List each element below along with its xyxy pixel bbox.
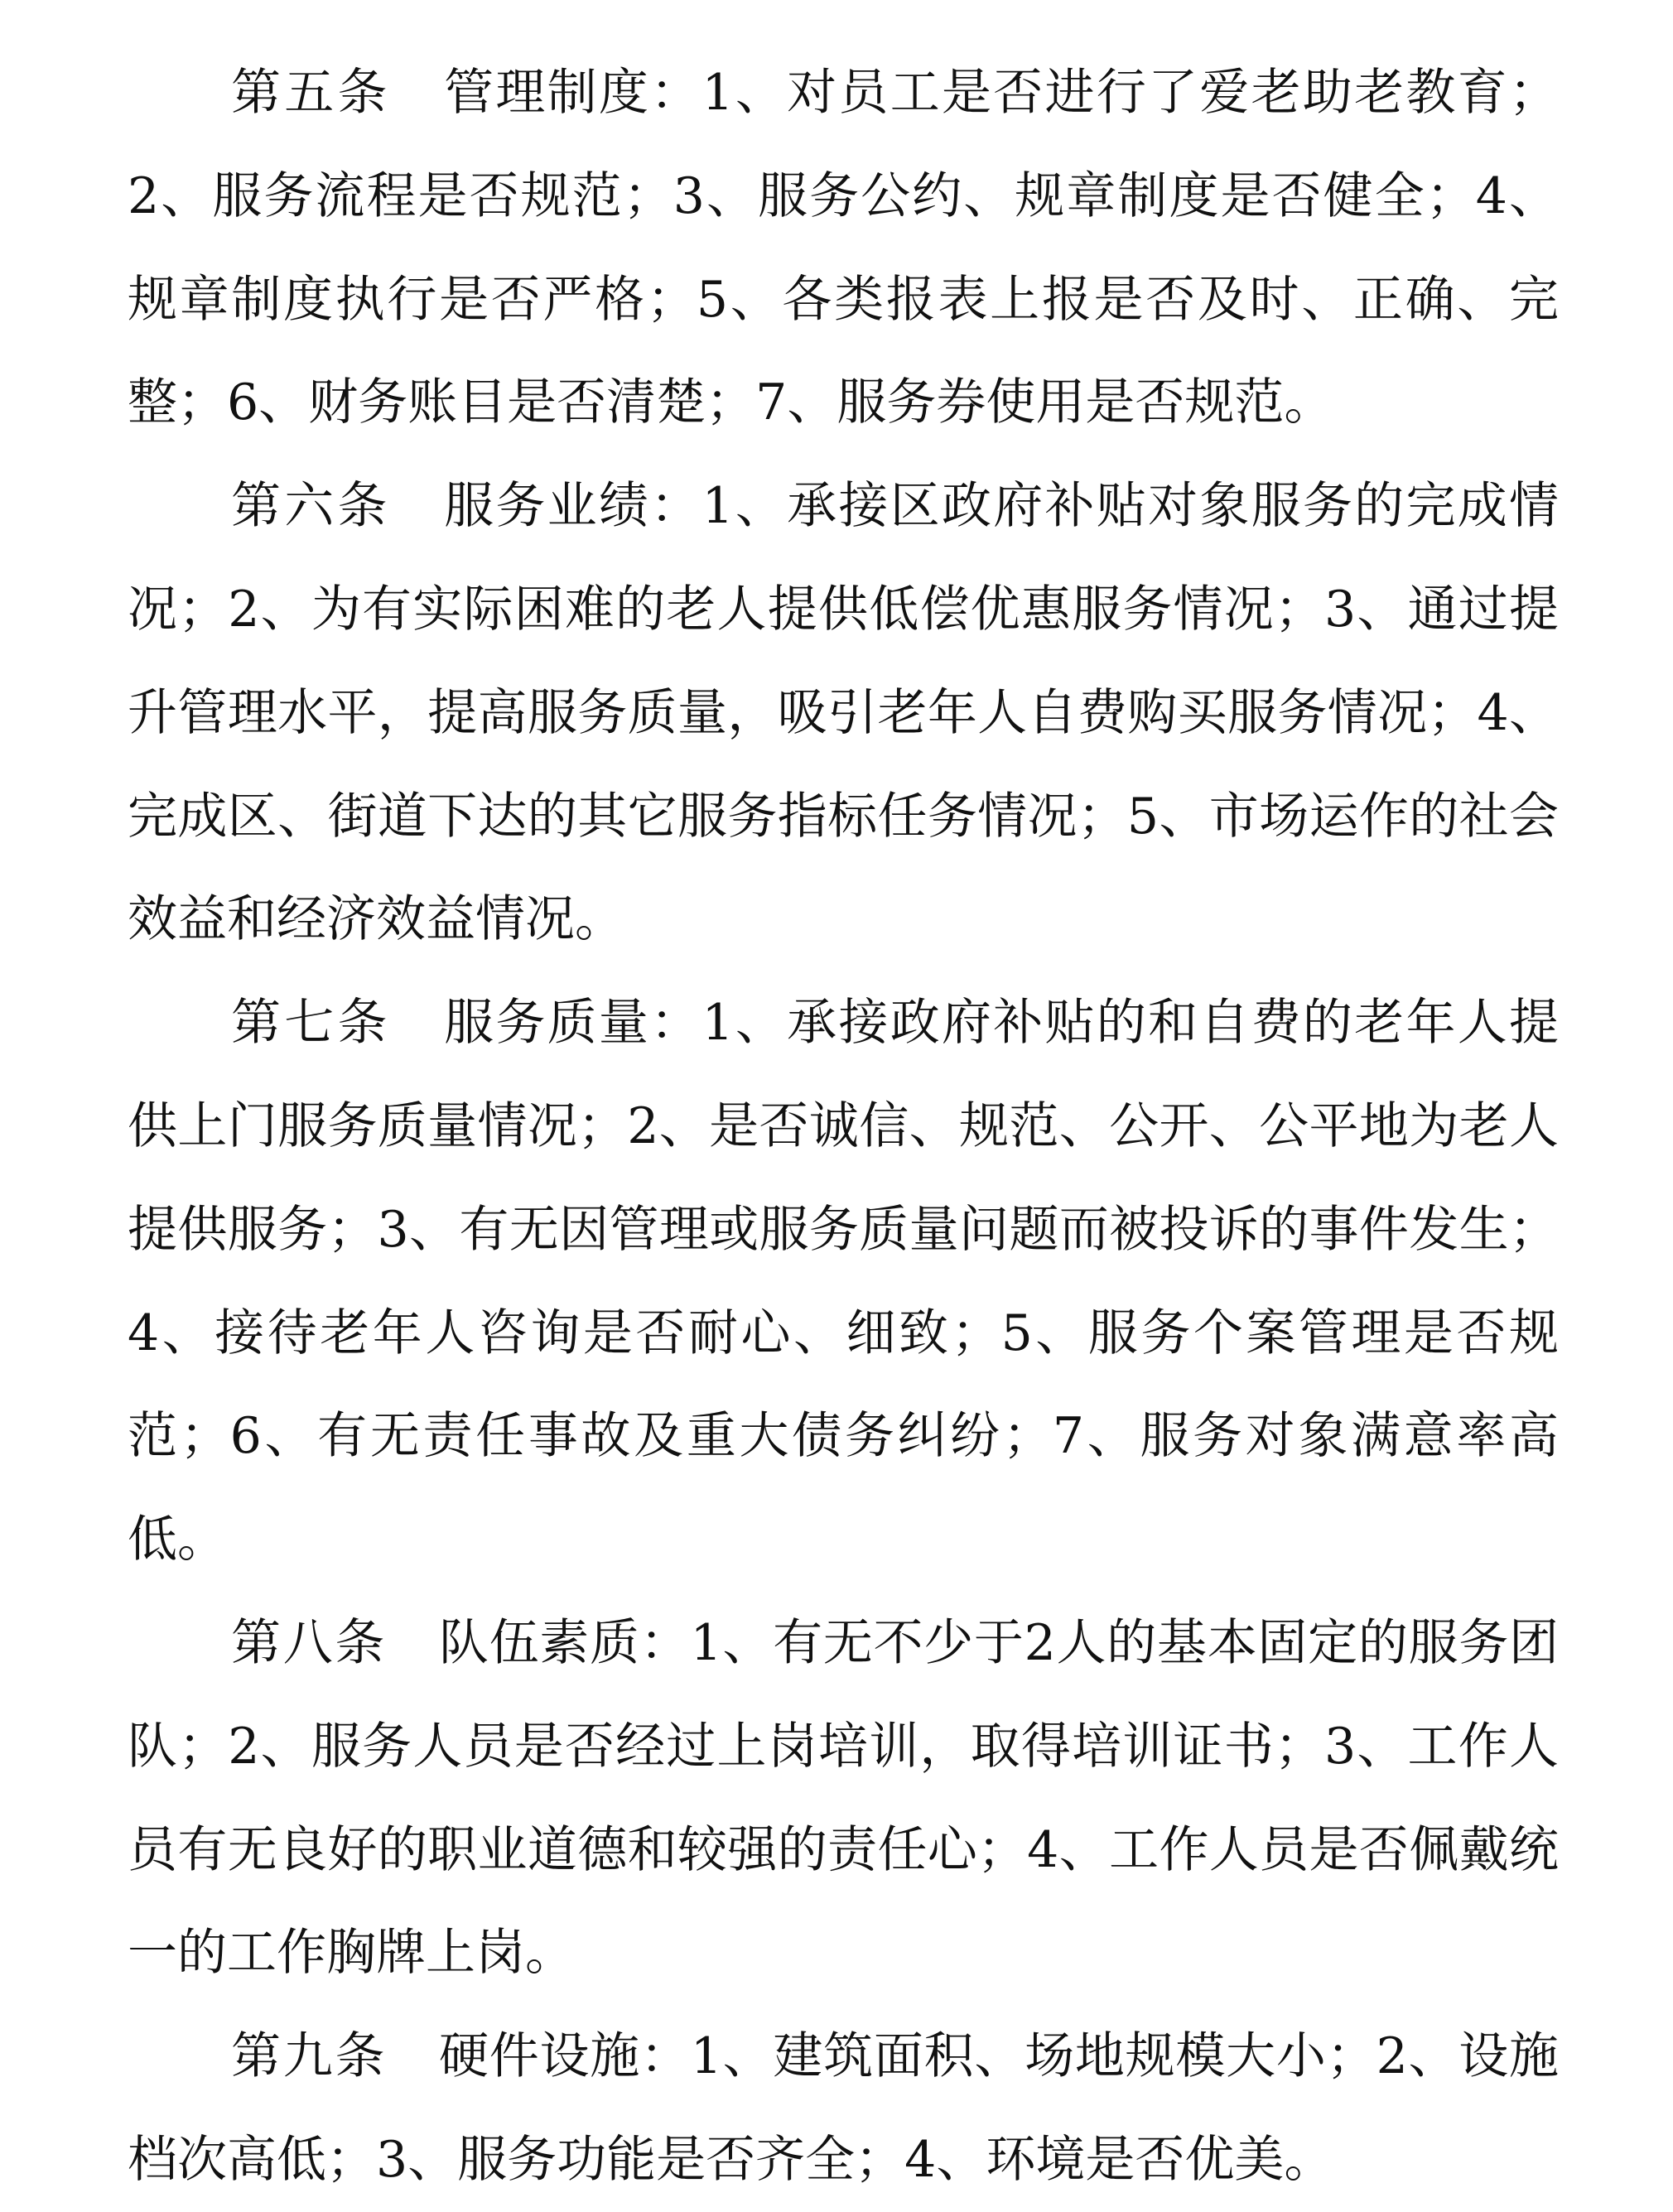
article-heading: 第八条 (231, 1613, 388, 1672)
article-heading: 第五条 (231, 64, 391, 122)
article-body: 服务业绩：1、承接区政府补贴对象服务的完成情况；2、为有实际困难的老人提供低偿优惠服务情况；3、通过提升管理水平，提高服务质量，吸引老年人自费购买服务情况；4、完成区、街道下达的其它服务指标任务情况；5、市场运作的社会效益和经济效益情况。 (128, 477, 1559, 949)
article-body: 硬件设施：1、建筑面积、场地规模大小；2、设施档次高低；3、服务功能是否齐全；4、环境是否优美。 (128, 2027, 1560, 2189)
article-5 (128, 41, 1559, 455)
article-6 (128, 455, 1559, 971)
article-7 (128, 971, 1559, 1592)
article-body: 管理制度：1、对员工是否进行了爱老助老教育；2、服务流程是否规范；3、服务公约、规章制度是否健全；4、规章制度执行是否严格；5、各类报表上报是否及时、正确、完整；6、财务账目是否清楚；7、服务券使用是否规范。 (128, 64, 1559, 432)
article-8 (128, 1592, 1559, 2005)
document-page (128, 41, 1559, 2212)
article-heading: 第七条 (231, 994, 391, 1053)
article-body: 服务质量：1、承接政府补贴的和自费的老年人提供上门服务质量情况；2、是否诚信、规范、公开、公平地为老人提供服务；3、有无因管理或服务质量问题而被投诉的事件发生；4、接待老年人咨询是否耐心、细致；5、服务个案管理是否规范；6、有无责任事故及重大债务纠纷；7、服务对象满意率高低。 (128, 994, 1559, 1569)
article-body: 队伍素质：1、有无不少于2人的基本固定的服务团队；2、服务人员是否经过上岗培训，取得培训证书；3、工作人员有无良好的职业道德和较强的责任心；4、工作人员是否佩戴统一的工作胸牌上岗。 (128, 1613, 1559, 1983)
article-heading: 第九条 (231, 2027, 388, 2086)
article-9 (128, 2005, 1559, 2212)
article-heading: 第六条 (231, 477, 391, 536)
